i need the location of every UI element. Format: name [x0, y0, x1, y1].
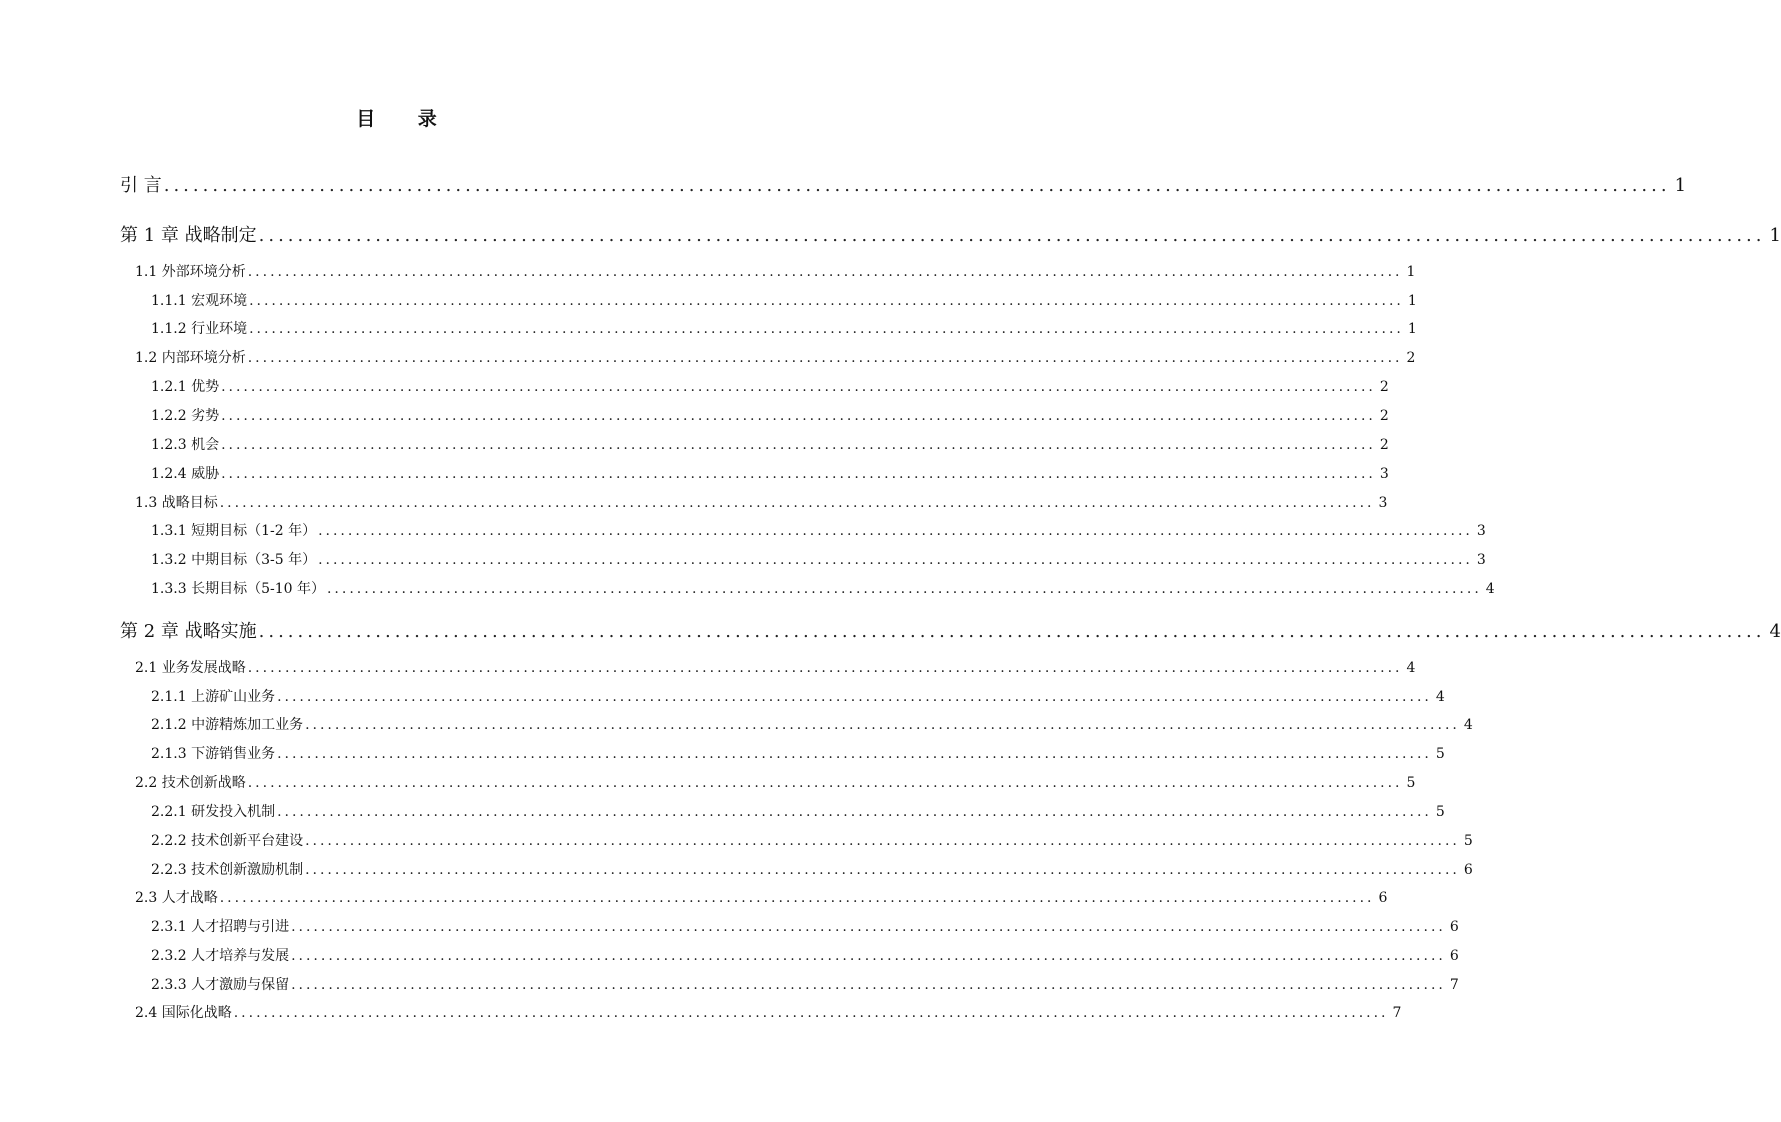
toc-leader-dots: ........................................................................................................................................................... [305, 717, 1460, 733]
toc-entry-page: 2 [1406, 350, 1416, 366]
toc-entry[interactable] [151, 463, 1389, 483]
toc-entry-label: 1.2.2 劣势 [151, 408, 220, 424]
toc-entry-label: 1.3.2 中期目标（3-5 年） [151, 552, 317, 568]
toc-entry[interactable] [151, 578, 1495, 598]
toc-leader-dots: ........................................................................................................................................................... [219, 495, 1375, 511]
toc-leader-dots: ........................................................................................................................................................... [277, 689, 1432, 705]
toc-entry-page: 2 [1379, 408, 1389, 424]
toc-entry[interactable] [135, 347, 1416, 367]
toc-entry-label: 2.2 技术创新战略 [135, 775, 246, 791]
toc-entry-label: 2.2.3 技术创新激励机制 [151, 862, 304, 878]
toc-entry-page: 7 [1449, 977, 1459, 993]
toc-entry-label: 2.3 人才战略 [135, 890, 218, 906]
toc-entry-page: 4 [1769, 621, 1781, 642]
toc-entry-page: 3 [1378, 495, 1388, 511]
toc-entry-page: 4 [1435, 689, 1445, 705]
toc-entry-label: 1.2.1 优势 [151, 379, 220, 395]
toc-entry-page: 1 [1407, 293, 1417, 309]
toc-entry[interactable] [151, 318, 1417, 338]
toc-leader-dots: ........................................................................................................................................................... [305, 862, 1460, 878]
toc-leader-dots: ........................................................................................................................................................... [247, 264, 1403, 280]
toc-leader-dots: ........................................................................................................................................................... [221, 379, 1376, 395]
toc-entry-label: 引 言 [120, 175, 162, 196]
toc-entry-page: 5 [1435, 804, 1445, 820]
toc-entry[interactable] [151, 290, 1417, 310]
toc-leader-dots: ........................................................................................................................................................... [219, 890, 1375, 906]
toc-leader-dots: ........................................................................................................................................................... [305, 833, 1460, 849]
toc-entry-page: 1 [1406, 264, 1416, 280]
toc-entry-label: 2.4 国际化战略 [135, 1005, 232, 1021]
toc-entry-page: 6 [1463, 862, 1473, 878]
toc-leader-dots: ........................................................................................................................................................... [163, 175, 1671, 196]
toc-leader-dots: ........................................................................................................................................................... [291, 977, 1446, 993]
toc-entry-page: 6 [1378, 890, 1388, 906]
toc-entry-page: 1 [1407, 321, 1417, 337]
toc-entry[interactable] [151, 945, 1459, 965]
toc-entry-label: 2.3.3 人才激励与保留 [151, 977, 290, 993]
toc-entry-page: 2 [1379, 379, 1389, 395]
toc-entry-label: 第 2 章 战略实施 [120, 621, 257, 642]
toc-entry-label: 1.1 外部环境分析 [135, 264, 246, 280]
toc-leader-dots: ........................................................................................................................................................... [318, 552, 1473, 568]
toc-entry-label: 1.2.4 威胁 [151, 466, 220, 482]
toc-entry-label: 2.1.1 上游矿山业务 [151, 689, 276, 705]
toc-entry-page: 6 [1449, 919, 1459, 935]
toc-entry[interactable] [151, 686, 1445, 706]
toc-entry-page: 4 [1485, 581, 1495, 597]
toc-entry-page: 4 [1406, 660, 1416, 676]
toc-leader-dots: ........................................................................................................................................................... [221, 437, 1376, 453]
toc-entry-label: 1.3 战略目标 [135, 495, 218, 511]
toc-leader-dots: ........................................................................................................................................................... [247, 350, 1403, 366]
toc-leader-dots: ........................................................................................................................................................... [221, 466, 1376, 482]
toc-entry-label: 2.2.1 研发投入机制 [151, 804, 276, 820]
toc-entry-page: 3 [1476, 523, 1486, 539]
toc-entry[interactable] [151, 520, 1486, 540]
toc-entry[interactable] [151, 974, 1459, 994]
toc-entry[interactable] [151, 405, 1389, 425]
toc-leader-dots: ........................................................................................................................................................... [277, 746, 1432, 762]
toc-entry[interactable] [151, 801, 1445, 821]
toc-leader-dots: ........................................................................................................................................................... [326, 581, 1482, 597]
toc-entry-label: 1.2 内部环境分析 [135, 350, 246, 366]
toc-entry-page: 4 [1463, 717, 1473, 733]
toc-leader-dots: ........................................................................................................................................................... [318, 523, 1473, 539]
toc-entry-label: 1.1.1 宏观环境 [151, 293, 248, 309]
toc-entry-page: 5 [1463, 833, 1473, 849]
toc-entry[interactable] [135, 887, 1388, 907]
toc-leader-dots: ........................................................................................................................................................... [247, 775, 1403, 791]
toc-entry[interactable] [151, 916, 1459, 936]
toc-entry-label: 1.3.1 短期目标（1-2 年） [151, 523, 317, 539]
toc-entry-label: 1.3.3 长期目标（5-10 年） [151, 581, 325, 597]
toc-entry-label: 第 1 章 战略制定 [120, 225, 257, 246]
toc-entry-label: 1.2.3 机会 [151, 437, 220, 453]
toc-leader-dots: ........................................................................................................................................................... [233, 1005, 1389, 1021]
toc-entry-label: 2.3.2 人才培养与发展 [151, 948, 290, 964]
toc-entry-label: 2.1 业务发展战略 [135, 660, 246, 676]
toc-entry-page: 6 [1449, 948, 1459, 964]
toc-entry[interactable] [120, 221, 1781, 246]
toc-entry-label: 2.1.2 中游精炼加工业务 [151, 717, 304, 733]
toc-entry[interactable] [120, 171, 1687, 196]
toc-leader-dots: ........................................................................................................................................................... [291, 948, 1446, 964]
toc-leader-dots: ........................................................................................................................................................... [249, 321, 1404, 337]
toc-entry-page: 3 [1476, 552, 1486, 568]
toc-entry[interactable] [135, 772, 1416, 792]
toc-entry[interactable] [135, 1002, 1402, 1022]
toc-entry-page: 7 [1392, 1005, 1402, 1021]
toc-entry[interactable] [151, 830, 1473, 850]
toc-entry[interactable] [151, 714, 1473, 734]
toc-entry-label: 2.1.3 下游销售业务 [151, 746, 276, 762]
toc-entry[interactable] [151, 434, 1389, 454]
toc-entry-page: 1 [1769, 225, 1781, 246]
toc-entry[interactable] [151, 376, 1389, 396]
toc-entry-label: 2.2.2 技术创新平台建设 [151, 833, 304, 849]
toc-leader-dots: ........................................................................................................................................................... [277, 804, 1432, 820]
toc-entry-page: 3 [1379, 466, 1389, 482]
toc-leader-dots: ........................................................................................................................................................... [247, 660, 1403, 676]
toc-leader-dots: ........................................................................................................................................................... [249, 293, 1404, 309]
toc-entry[interactable] [135, 657, 1416, 677]
toc-leader-dots: ........................................................................................................................................................... [291, 919, 1446, 935]
toc-entry-page: 2 [1379, 437, 1389, 453]
toc-entry[interactable] [120, 617, 1781, 642]
toc-entry-page: 5 [1406, 775, 1416, 791]
toc-entry[interactable] [135, 261, 1416, 281]
toc-leader-dots: ........................................................................................................................................................... [258, 621, 1766, 642]
toc-entry[interactable] [151, 549, 1486, 569]
toc-entry[interactable] [151, 859, 1473, 879]
toc-entry[interactable] [135, 492, 1388, 512]
toc-entry[interactable] [151, 743, 1445, 763]
toc-entry-page: 5 [1435, 746, 1445, 762]
toc-leader-dots: ........................................................................................................................................................... [221, 408, 1376, 424]
toc-entry-label: 2.3.1 人才招聘与引进 [151, 919, 290, 935]
toc-entry-page: 1 [1674, 175, 1687, 196]
toc-title: 目 录 [356, 108, 455, 130]
toc-entry-label: 1.1.2 行业环境 [151, 321, 248, 337]
toc-leader-dots: ........................................................................................................................................................... [258, 225, 1766, 246]
